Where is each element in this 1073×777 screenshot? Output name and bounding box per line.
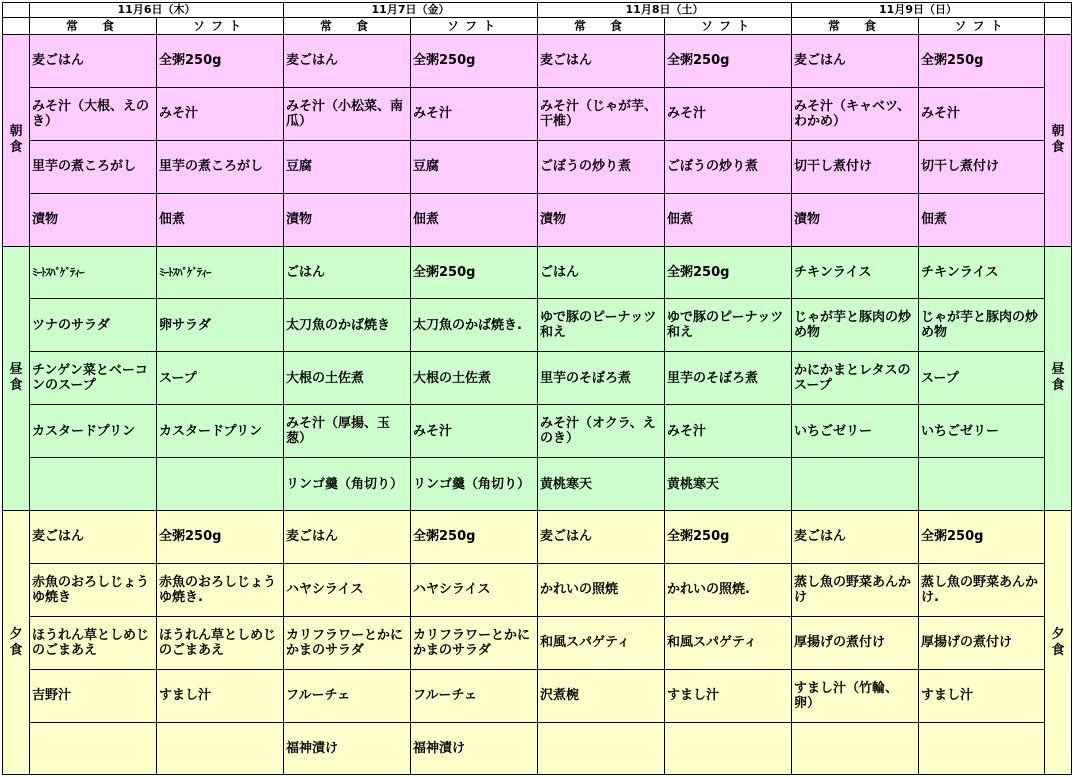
- regular-menu-item: 里芋のそぼろ煮: [538, 352, 665, 405]
- regular-menu-item: ハヤシライス: [284, 563, 411, 616]
- meal-label-right: [1045, 35, 1072, 247]
- soft-menu-item: 全粥250g: [411, 246, 538, 299]
- regular-diet-header: 常 食: [792, 18, 919, 35]
- regular-menu-item: みそ汁（キャベツ、わかめ）: [792, 87, 919, 140]
- regular-menu-item: チキンライス: [792, 246, 919, 299]
- meal-label-right: [1045, 246, 1072, 510]
- meal-row: [3, 140, 1072, 193]
- regular-menu-item: 漬物: [30, 193, 157, 246]
- soft-menu-item: [665, 722, 792, 775]
- regular-menu-item: みそ汁（大根、えのき）: [30, 87, 157, 140]
- soft-diet-header: ソフト: [157, 18, 284, 35]
- meal-label-char: 昼: [9, 362, 23, 378]
- soft-menu-item: 蒸し魚の野菜あんかけ.: [919, 563, 1045, 616]
- soft-menu-item: 全粥250g: [665, 35, 792, 88]
- regular-menu-item: かにかまとレタスのスープ: [792, 352, 919, 405]
- regular-menu-item: ごはん: [284, 246, 411, 299]
- soft-menu-item: 里芋のそぼろ煮: [665, 352, 792, 405]
- regular-menu-item: 蒸し魚の野菜あんかけ: [792, 563, 919, 616]
- meal-label-char: 夕: [9, 626, 23, 642]
- meal-label-char: 食: [9, 140, 23, 156]
- regular-menu-item: ごぼうの炒り煮: [538, 140, 665, 193]
- meal-row: [3, 722, 1072, 775]
- soft-menu-item: 全粥250g: [157, 35, 284, 88]
- soft-menu-item: みそ汁: [665, 405, 792, 458]
- meal-label-left: [3, 35, 30, 247]
- soft-menu-item: 佃煮: [919, 193, 1045, 246]
- corner-cell: [1045, 18, 1072, 35]
- regular-menu-item: 黄桃寒天: [538, 458, 665, 511]
- soft-menu-item: フルーチェ: [411, 669, 538, 722]
- regular-menu-item: 漬物: [538, 193, 665, 246]
- meal-row: [3, 193, 1072, 246]
- soft-menu-item: [157, 722, 284, 775]
- meal-row: [3, 35, 1072, 88]
- soft-menu-item: 全粥250g: [665, 246, 792, 299]
- meal-label-char: 朝: [1051, 124, 1065, 140]
- regular-menu-item: ごはん: [538, 246, 665, 299]
- soft-menu-item: 全粥250g: [157, 511, 284, 564]
- soft-menu-item: 佃煮: [157, 193, 284, 246]
- meal-row: [3, 669, 1072, 722]
- meal-row: [3, 299, 1072, 352]
- regular-menu-item: すまし汁（竹輪、卵）: [792, 669, 919, 722]
- regular-menu-item: 太刀魚のかば焼き: [284, 299, 411, 352]
- soft-menu-item: リンゴ羹（角切り）: [411, 458, 538, 511]
- meal-label-char: 昼: [1051, 362, 1065, 378]
- regular-menu-item: 和風スパゲティ: [538, 616, 665, 669]
- soft-menu-item: 太刀魚のかば焼き.: [411, 299, 538, 352]
- soft-menu-item: [919, 458, 1045, 511]
- meal-row: [3, 405, 1072, 458]
- soft-menu-item: ゆで豚のピーナッツ和え: [665, 299, 792, 352]
- meal-label-char: 食: [9, 642, 23, 658]
- date-header: 11月7日（金）: [284, 3, 538, 18]
- soft-menu-item: 豆腐: [411, 140, 538, 193]
- regular-menu-item: 厚揚げの煮付け: [792, 616, 919, 669]
- regular-menu-item: チンゲン菜とベーコンのスープ: [30, 352, 157, 405]
- regular-diet-header: 常 食: [30, 18, 157, 35]
- meal-label-char: 食: [1051, 378, 1065, 394]
- soft-menu-item: 大根の土佐煮: [411, 352, 538, 405]
- regular-menu-item: 福神漬け: [284, 722, 411, 775]
- regular-menu-item: みそ汁（厚揚、玉葱）: [284, 405, 411, 458]
- corner-cell: [3, 18, 30, 35]
- regular-menu-item: 赤魚のおろしじょうゆ焼き: [30, 563, 157, 616]
- meal-label-char: 食: [1051, 140, 1065, 156]
- regular-menu-item: 漬物: [284, 193, 411, 246]
- meal-row: [3, 616, 1072, 669]
- date-header: 11月6日（木）: [30, 3, 284, 18]
- soft-menu-item: 全粥250g: [919, 511, 1045, 564]
- regular-menu-item: ほうれん草としめじのごまあえ: [30, 616, 157, 669]
- soft-menu-item: スープ: [919, 352, 1045, 405]
- soft-menu-item: [157, 458, 284, 511]
- regular-menu-item: 大根の土佐煮: [284, 352, 411, 405]
- soft-menu-item: 黄桃寒天: [665, 458, 792, 511]
- regular-menu-item: 沢煮椀: [538, 669, 665, 722]
- soft-menu-item: すまし汁: [157, 669, 284, 722]
- meal-label-char: 夕: [1051, 626, 1065, 642]
- regular-menu-item: 麦ごはん: [792, 511, 919, 564]
- meal-label-left: [3, 511, 30, 775]
- soft-menu-item: すまし汁: [665, 669, 792, 722]
- meal-row: [3, 563, 1072, 616]
- soft-menu-item: 全粥250g: [411, 511, 538, 564]
- regular-menu-item: かれいの照焼: [538, 563, 665, 616]
- soft-menu-item: みそ汁: [157, 87, 284, 140]
- meal-label-right: [1045, 511, 1072, 775]
- regular-menu-item: フルーチェ: [284, 669, 411, 722]
- soft-menu-item: 和風スパゲティ: [665, 616, 792, 669]
- soft-menu-item: 佃煮: [411, 193, 538, 246]
- soft-menu-item: スープ: [157, 352, 284, 405]
- soft-menu-item: 全粥250g: [665, 511, 792, 564]
- meal-label-char: 食: [1051, 642, 1065, 658]
- soft-menu-item: 卵サラダ: [157, 299, 284, 352]
- regular-menu-item: 里芋の煮ころがし: [30, 140, 157, 193]
- soft-menu-item: 全粥250g: [919, 35, 1045, 88]
- corner-cell: [1045, 3, 1072, 18]
- regular-menu-item: 麦ごはん: [792, 35, 919, 88]
- soft-menu-item: ハヤシライス: [411, 563, 538, 616]
- regular-menu-item: [30, 722, 157, 775]
- soft-menu-item: カスタードプリン: [157, 405, 284, 458]
- regular-menu-item: 豆腐: [284, 140, 411, 193]
- soft-menu-item: 佃煮: [665, 193, 792, 246]
- corner-cell: [3, 3, 30, 18]
- soft-menu-item: 切干し煮付け: [919, 140, 1045, 193]
- regular-menu-item: いちごゼリー: [792, 405, 919, 458]
- regular-menu-item: みそ汁（じゃが芋、干椎）: [538, 87, 665, 140]
- soft-diet-header: ソフト: [411, 18, 538, 35]
- regular-menu-item: 漬物: [792, 193, 919, 246]
- date-header: 11月8日（土）: [538, 3, 792, 18]
- soft-menu-item: ほうれん草としめじのごまあえ: [157, 616, 284, 669]
- soft-menu-item: みそ汁: [411, 87, 538, 140]
- soft-menu-item: いちごゼリー: [919, 405, 1045, 458]
- soft-menu-item: みそ汁: [665, 87, 792, 140]
- diet-header-row: [3, 18, 1072, 35]
- meal-label-char: 食: [9, 378, 23, 394]
- regular-diet-header: 常 食: [284, 18, 411, 35]
- regular-menu-item: みそ汁（オクラ、えのき）: [538, 405, 665, 458]
- soft-menu-item: カリフラワーとかにかまのサラダ: [411, 616, 538, 669]
- regular-menu-item: リンゴ羹（角切り）: [284, 458, 411, 511]
- regular-menu-item: 麦ごはん: [30, 35, 157, 88]
- soft-menu-item: 厚揚げの煮付け: [919, 616, 1045, 669]
- soft-menu-item: 赤魚のおろしじょうゆ焼き.: [157, 563, 284, 616]
- regular-menu-item: 麦ごはん: [538, 35, 665, 88]
- soft-menu-item: みそ汁: [411, 405, 538, 458]
- soft-menu-item: じゃが芋と豚肉の炒め物: [919, 299, 1045, 352]
- meal-row: [3, 352, 1072, 405]
- soft-diet-header: ソフト: [919, 18, 1045, 35]
- soft-menu-item: 里芋の煮ころがし: [157, 140, 284, 193]
- regular-menu-item: [538, 722, 665, 775]
- regular-menu-item: 麦ごはん: [284, 35, 411, 88]
- regular-menu-item: [792, 722, 919, 775]
- soft-menu-item: かれいの照焼.: [665, 563, 792, 616]
- soft-menu-item: ごぼうの炒り煮: [665, 140, 792, 193]
- menu-table: [2, 2, 1072, 775]
- regular-menu-item: みそ汁（小松菜、南瓜）: [284, 87, 411, 140]
- regular-menu-item: ツナのサラダ: [30, 299, 157, 352]
- regular-menu-item: ﾐｰﾄｽﾊﾟｹﾞﾃｨｰ: [30, 246, 157, 299]
- regular-menu-item: 吉野汁: [30, 669, 157, 722]
- regular-menu-item: 麦ごはん: [30, 511, 157, 564]
- soft-menu-item: ﾐｰﾄｽﾊﾟｹﾞﾃｨｰ: [157, 246, 284, 299]
- meal-row: [3, 458, 1072, 511]
- meal-row: [3, 246, 1072, 299]
- regular-menu-item: じゃが芋と豚肉の炒め物: [792, 299, 919, 352]
- meal-label-left: [3, 246, 30, 510]
- soft-menu-item: [919, 722, 1045, 775]
- regular-menu-item: [792, 458, 919, 511]
- soft-diet-header: ソフト: [665, 18, 792, 35]
- regular-menu-item: ゆで豚のピーナッツ和え: [538, 299, 665, 352]
- regular-menu-item: 切干し煮付け: [792, 140, 919, 193]
- regular-diet-header: 常 食: [538, 18, 665, 35]
- soft-menu-item: すまし汁: [919, 669, 1045, 722]
- date-header: 11月9日（日）: [792, 3, 1045, 18]
- regular-menu-item: カリフラワーとかにかまのサラダ: [284, 616, 411, 669]
- regular-menu-item: [30, 458, 157, 511]
- soft-menu-item: 福神漬け: [411, 722, 538, 775]
- soft-menu-item: チキンライス: [919, 246, 1045, 299]
- regular-menu-item: カスタードプリン: [30, 405, 157, 458]
- soft-menu-item: みそ汁: [919, 87, 1045, 140]
- soft-menu-item: 全粥250g: [411, 35, 538, 88]
- date-header-row: [3, 3, 1072, 18]
- meal-label-char: 朝: [9, 124, 23, 140]
- meal-row: [3, 87, 1072, 140]
- regular-menu-item: 麦ごはん: [284, 511, 411, 564]
- regular-menu-item: 麦ごはん: [538, 511, 665, 564]
- meal-row: [3, 511, 1072, 564]
- menu-table-body: [3, 3, 1072, 775]
